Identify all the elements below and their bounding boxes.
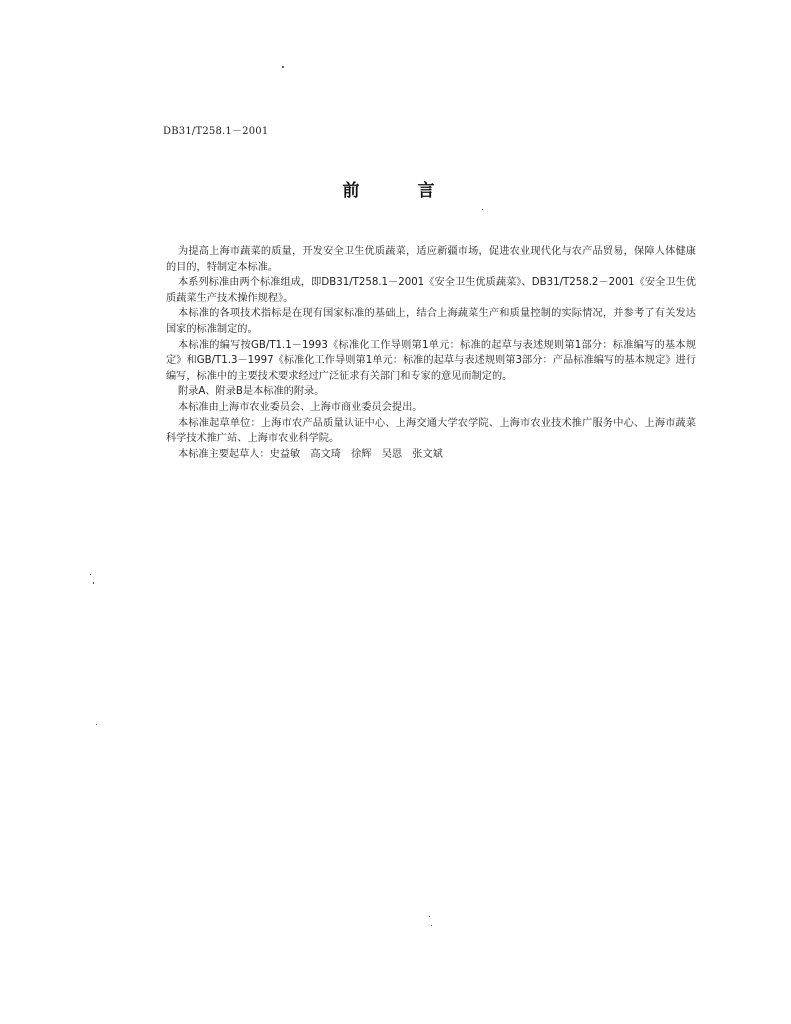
document-code: DB31/T258.1－2001 (163, 126, 269, 137)
paragraph-appendix: 附录A、附录B是本标准的附录。 (178, 386, 325, 398)
scan-speck (429, 916, 430, 917)
scan-speck (93, 582, 94, 584)
scan-speck (90, 574, 91, 575)
paragraph-drafting-units: 本标准起草单位：上海市农产品质量认证中心、上海交通大学农学院、上海市农业技术推广服务中心、上海市蔬菜科学技术推广站、上海市农业科学院。 (166, 417, 696, 445)
paragraph-purpose: 为提高上海市蔬菜的质量，开发安全卫生优质蔬菜，适应新疆市场，促进农业现代化与农产品贸易，保障人体健康的目的，特制定本标准。 (166, 246, 696, 273)
paragraph-technical-basis: 本标准的各项技术指标是在现有国家标准的基础上，结合上海蔬菜生产和质量控制的实际情况，并参考了有关发达国家的标准制定的。 (166, 308, 696, 335)
paragraph-proposer: 本标准由上海市农业委员会、上海市商业委员会提出。 (178, 401, 423, 413)
paragraph-drafting-rules: 本标准的编写按GB/T1.1－1993《标准化工作导则第1单元：标准的起草与表述规则第1部分：标准编写的基本规定》和GB/T1.3－1997《标准化工作导则第1单元：标准的起草与表述规则第3部分：产品标准编写的基本规定》进行编写，标准中的主要技术要求经过广泛征求有关部门和专家的意见而制定的。 (166, 339, 696, 382)
scan-speck (96, 724, 97, 725)
paragraph-series: 本系列标准由两个标准组成，即DB31/T258.1－2001《安全卫生优质蔬菜》、DB31/T258.2－2001《安全卫生优质蔬菜生产技术操作规程》。 (166, 277, 696, 304)
paragraph-drafters: 本标准主要起草人：史益敏 高文琦 徐辉 吴恩 张文斌 (178, 448, 443, 460)
scan-speck (431, 925, 432, 926)
foreword-body (166, 244, 696, 462)
scan-speck (482, 209, 483, 210)
page-title: 前言 (342, 181, 493, 201)
scan-speck (282, 66, 284, 68)
